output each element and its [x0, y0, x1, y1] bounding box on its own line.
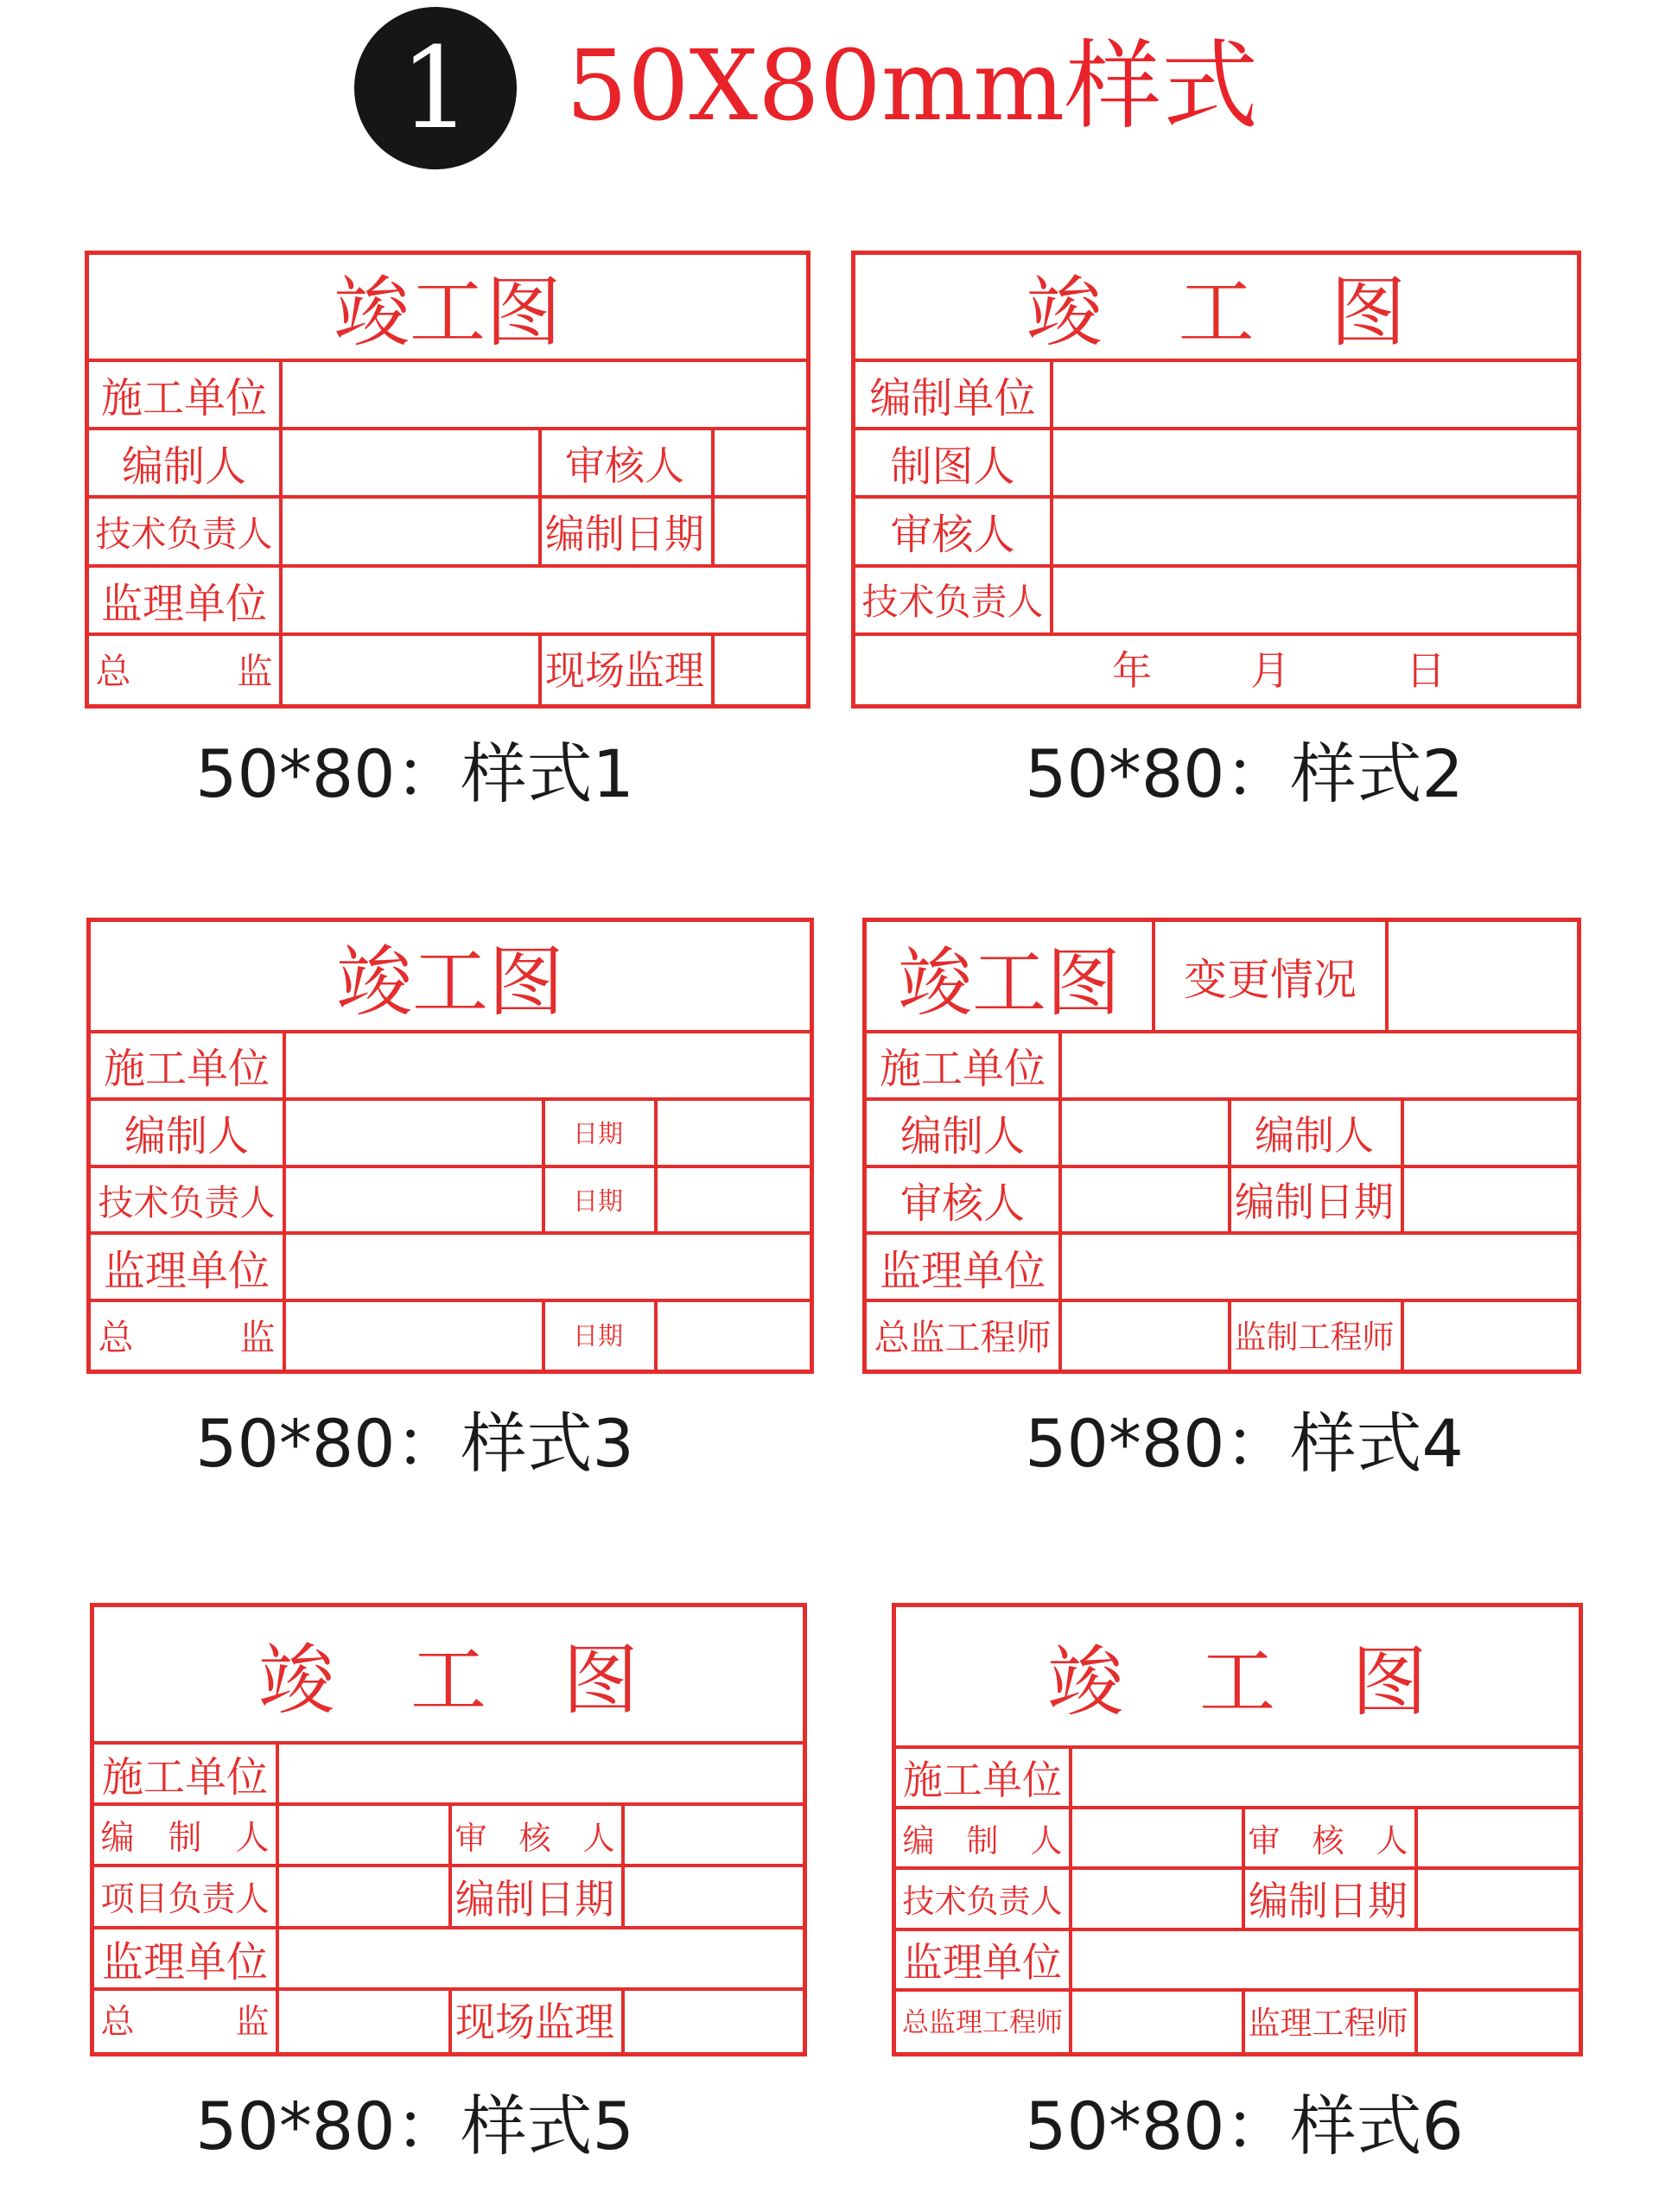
field-label: 编制人 [1255, 1111, 1374, 1159]
field-label: 审 核 人 [1248, 1822, 1408, 1860]
divider [654, 1302, 658, 1370]
divider [1058, 1302, 1062, 1370]
divider [1069, 1931, 1072, 1992]
field-label: 制图人 [890, 442, 1015, 492]
field-label: 现场监理 [545, 647, 704, 695]
divider [1414, 1809, 1418, 1870]
stamp-title-side: 变更情况 [1184, 954, 1357, 1005]
field-label: 编制日期 [1249, 1878, 1408, 1925]
stamp-title: 竣工图 [333, 268, 562, 357]
divider [1401, 1302, 1404, 1370]
field-label: 编制日期 [545, 510, 704, 557]
field-label: 编制人 [899, 1112, 1025, 1161]
field-label: 施工单位 [101, 1753, 268, 1802]
divider [711, 430, 715, 499]
field-label: 施工单位 [879, 1045, 1046, 1094]
field-label: 审 核 人 [454, 1819, 615, 1857]
divider [279, 362, 283, 430]
divider [276, 1867, 279, 1929]
divider [283, 1168, 286, 1236]
divider [621, 1991, 625, 2052]
field-label: 审核人 [890, 511, 1015, 560]
field-label: 技术负责人 [98, 1181, 276, 1224]
field-label: 监制工程师 [1234, 1319, 1395, 1357]
field-label: 总监工程师 [874, 1316, 1052, 1358]
divider [1058, 1101, 1062, 1168]
divider [276, 1929, 279, 1991]
field-label: 日期 [572, 1320, 623, 1351]
stamp-title: 竣 工 图 [257, 1635, 639, 1725]
field-label: 总监理工程师 [902, 2007, 1063, 2039]
stamp-caption: 50*80：样式6 [1025, 2088, 1464, 2164]
divider [1058, 1168, 1062, 1236]
page-title: 50X80mm样式 [566, 30, 1259, 143]
divider [1414, 1870, 1418, 1930]
field-label: 监理单位 [903, 1938, 1062, 1986]
number-badge: 1 [354, 7, 517, 169]
field-label: 技术负责人 [902, 1883, 1063, 1921]
field-label: 编制单位 [869, 374, 1036, 423]
field-label: 施工单位 [100, 374, 267, 423]
divider [1050, 568, 1053, 636]
divider [1414, 1992, 1418, 2052]
stamp-caption: 50*80：样式4 [1025, 1405, 1464, 1482]
divider [279, 499, 283, 567]
divider [1050, 499, 1053, 567]
divider [283, 1033, 286, 1101]
field-label: 监理单位 [103, 1246, 270, 1295]
stamp-title: 竣工图 [898, 939, 1121, 1027]
divider [279, 568, 283, 636]
divider [621, 1867, 625, 1929]
divider [1069, 1809, 1072, 1870]
field-label: 审核人 [899, 1179, 1025, 1228]
field-label: 总 监 [95, 650, 273, 692]
field-label: 施工单位 [903, 1757, 1062, 1804]
stamp-style-3 [86, 918, 814, 1374]
divider [1058, 1235, 1062, 1302]
date-label: 月 [1250, 647, 1290, 695]
divider [711, 636, 715, 704]
divider [1069, 1870, 1072, 1930]
field-label: 监理单位 [879, 1246, 1046, 1295]
field-label: 日期 [572, 1185, 623, 1216]
stamp-title: 竣工图 [335, 937, 564, 1027]
field-label: 编制日期 [455, 1875, 614, 1923]
divider [283, 1235, 286, 1302]
stamp-title: 竣 工 图 [1026, 268, 1407, 357]
divider [1069, 1992, 1072, 2052]
field-label: 监理工程师 [1248, 2004, 1408, 2042]
divider [654, 1101, 658, 1168]
divider [1401, 1168, 1404, 1236]
field-label: 编制人 [124, 1112, 249, 1161]
stamp-caption: 50*80：样式3 [195, 1405, 634, 1482]
field-label: 技术负责人 [95, 513, 273, 556]
divider [1050, 430, 1053, 499]
field-label: 技术负责人 [861, 581, 1044, 624]
stamp-title: 竣 工 图 [1046, 1637, 1427, 1726]
divider [283, 1101, 286, 1168]
divider [276, 1991, 279, 2052]
divider [279, 636, 283, 704]
divider [654, 1168, 658, 1236]
field-label: 总 监 [98, 1316, 276, 1358]
date-label: 日 [1406, 647, 1446, 695]
field-label: 编制人 [121, 442, 246, 492]
divider [855, 632, 1577, 636]
field-label: 施工单位 [103, 1045, 270, 1094]
divider [711, 499, 715, 567]
stamp-style-2 [851, 251, 1581, 709]
divider [276, 1806, 279, 1867]
stamp-caption: 50*80：样式1 [195, 735, 634, 812]
field-label: 编制日期 [1235, 1179, 1394, 1226]
stamp-style-1 [85, 251, 810, 709]
field-label: 监理单位 [100, 579, 267, 628]
divider [1050, 362, 1053, 430]
field-label: 审核人 [565, 442, 684, 489]
page-header [0, 0, 1659, 173]
field-label: 项目负责人 [100, 1879, 270, 1919]
field-label: 总 监 [100, 2003, 270, 2043]
divider [279, 430, 283, 499]
divider [1058, 1033, 1062, 1101]
field-label: 编 制 人 [100, 1818, 270, 1858]
stamp-style-5 [90, 1603, 807, 2056]
divider [1401, 1101, 1404, 1168]
divider [1385, 922, 1389, 1030]
divider [1069, 1749, 1072, 1809]
divider [276, 1745, 279, 1806]
stamp-style-4 [862, 918, 1581, 1374]
date-label: 年 [1112, 647, 1152, 695]
field-label: 现场监理 [455, 1999, 614, 2046]
stamp-caption: 50*80：样式2 [1025, 735, 1464, 812]
field-label: 监理单位 [101, 1937, 268, 1986]
field-label: 编 制 人 [902, 1822, 1063, 1860]
field-label: 日期 [572, 1119, 623, 1149]
stamp-caption: 50*80：样式5 [195, 2088, 634, 2164]
stamp-style-6 [892, 1603, 1583, 2056]
divider [283, 1302, 286, 1370]
divider [621, 1806, 625, 1867]
